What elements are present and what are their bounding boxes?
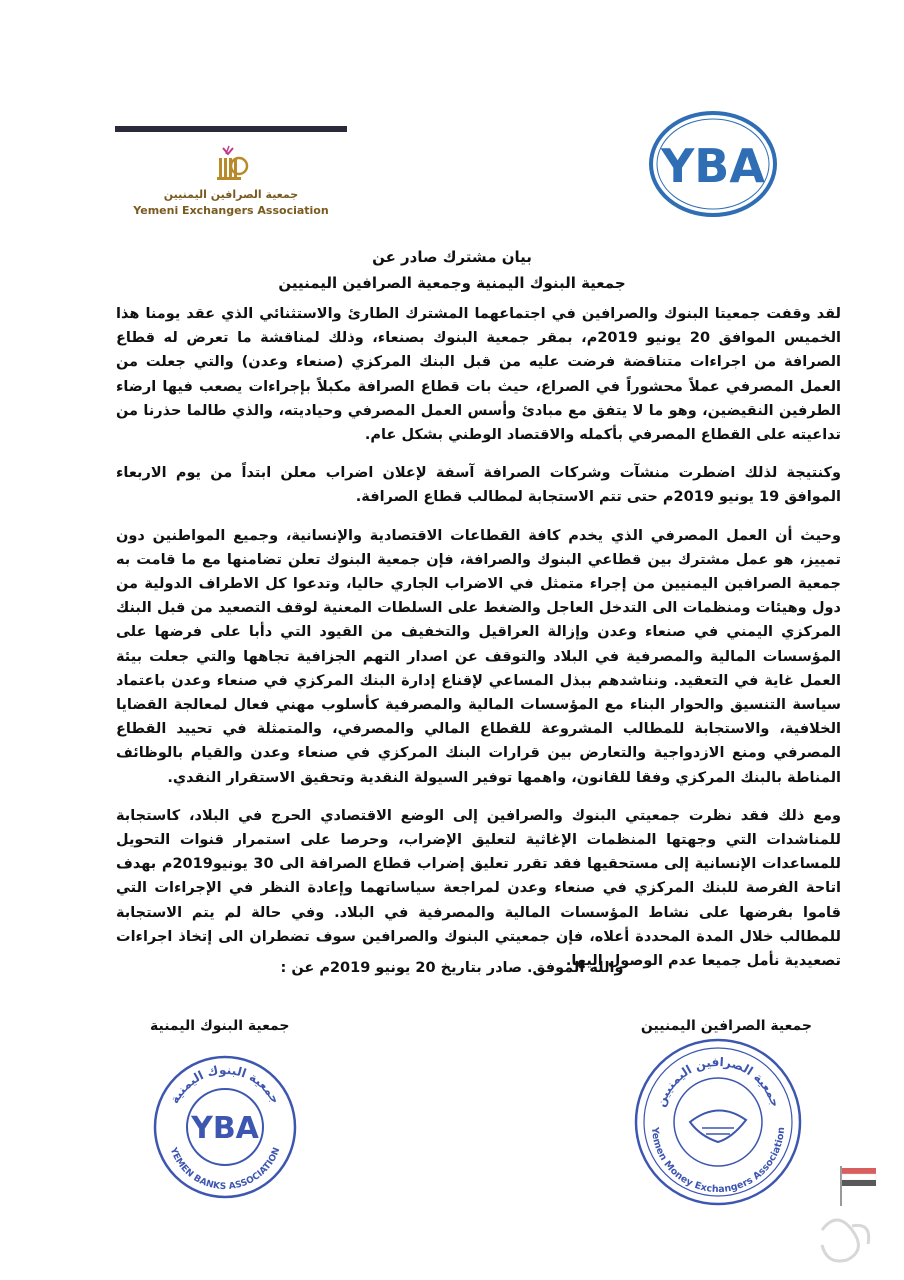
banks-association-logo (648, 110, 778, 218)
yba-logo-text: YBA (661, 139, 765, 193)
exchangers-association-logo (115, 126, 347, 228)
svg-text:Yemen Money Exchangers Associa (649, 1126, 787, 1195)
body-paragraph: لقد وقفت جمعيتا البنوك والصرافين في اجتماعهما المشترك الطارئ والاستثنائي الذي عقد يومنا هذا الخميس الموافق 20 يونيو 2019م، بمقر جمعية البنوك بصنعاء، وذلك لمناقشة ما تعرض له قطاع الصرافة من اجراءات متناقضة فرضت عليه من قبل البنك المركزي (صنعاء وعدن) والتي جعلت من العمل المصرفي عملاً محشوراً في الصراع، حيث بات قطاع الصرافة مكبلاً بإجراءات يصعب فيها ارضاء الطرفين النقيضين، وهو ما لا يتفق مع مبادئ وأسس العمل المصرفي وحياديته، والذي طالما حذرنا من تداعيته على القطاع المصرفي بأكمله والاقتصاد الوطني بشكل عام. (116, 306, 841, 444)
statement-heading (150, 244, 754, 296)
body-paragraph: ومع ذلك فقد نظرت جمعيتي البنوك والصرافين إلى الوضع الاقتصادي الحرج في البلاد، كاستجابة للمناشدات التي وجهتها المنظمات الإغاثية لتعليق الإضراب، وحرصا على استمرار قنوات التحويل للمساعدات الإنسانية إلى مستحقيها فقد تقرر تعليق إضراب قطاع الصرافة الى 30 يونيو2019م بهدف اتاحة الفرصة للبنك المركزي في صنعاء وعدن لمراجعة سياساتهما وإعادة النظر في الإجراءات التي قاموا بفرضها على نشاط المؤسسات المالية والمصرفية في البلاد. وفي حالة لم يتم الاستجابة للمطالب خلال المدة المحددة أعلاه، فإن جمعيتي البنوك والصرافين سوف تضطران الى إتخاذ اجراءات تصعيدية نأمل جميعا عدم الوصول اليها. (116, 807, 842, 970)
exchangers-stamp-ring-english: Yemen Money Exchangers Association (648, 1126, 788, 1196)
heading-line-2: جمعية البنوك اليمنية وجمعية الصرافين اليمنيين (278, 274, 626, 292)
closing-line: والله الموفق. صادر بتاريخ 20 يونيو 2019م عن : (280, 960, 624, 976)
banks-stamp-center: YBA (191, 1111, 259, 1146)
flag-watermark-icon (812, 1160, 882, 1270)
banks-stamp-ring-arabic: جمعية البنوك اليمنية (167, 1062, 283, 1106)
exchangers-stamp-emblem-icon (690, 1110, 746, 1142)
signature-label-exchangers: جمعية الصرافين اليمنيين (640, 1018, 812, 1034)
signature-label-banks: جمعية البنوك اليمنية (150, 1018, 290, 1034)
heading-line-1: بيان مشترك صادر عن (372, 248, 532, 266)
body-paragraph: وكنتيجة لذلك اضطرت منشآت وشركات الصرافة آسفة لإعلان اضراب معلن ابتداً من يوم الاربعاء الموافق 19 يونيو 2019م حتى تتم الاستجابة لمطالب قطاع الصرافة. (116, 465, 841, 506)
exchangers-emblem-icon (215, 144, 249, 184)
banks-stamp (150, 1052, 300, 1202)
exchangers-logo-english: Yemeni Exchangers Association (133, 204, 329, 217)
statement-body (116, 302, 841, 987)
exchangers-stamp-ring-arabic: جمعية الصرافين اليمنيين (653, 1054, 783, 1109)
exchangers-stamp (632, 1036, 804, 1208)
banks-stamp-ring-english: YEMEN BANKS ASSOCIATION (167, 1146, 283, 1193)
exchangers-logo-arabic: جمعية الصرافين اليمنيين (163, 188, 299, 201)
body-paragraph: وحيث أن العمل المصرفي الذي يخدم كافة القطاعات الاقتصادية والإنسانية، وجميع المواطنين دون تمييز، هو عمل مشترك بين قطاعي البنوك والصرافة، فإن جمعية البنوك تعلن تضامنها مع ما قامت به جمعية الصرافين اليمنيين من إجراء متمثل في الاضراب الجاري حاليا، وتدعوا كل الاطراف الدولية من دول وهيئات ومنظمات الى التدخل العاجل والضغط على السلطات المعنية لوقف التصعيد من قبل البنك المركزي اليمني في صنعاء وعدن وإزالة العراقيل والتخفيف من القيود التي دأبا على فرضها على المؤسسات المالية والمصرفية في البلاد والتوقف عن اصدار التهم الجزافية تجاهها والتي جعلت بيئة العمل غاية في التعقيد. ونناشدهم ببذل المساعي لإقناع إدارة البنك المركزي في صنعاء وعدن باعتماد سياسة التنسيق والحوار البناء مع المؤسسات المالية والمصرفية كأسلوب مهني فعال لمعالجة القضايا الخلافية، والاستجابة للمطالب المشروعة للقطاع المالي والمصرفي، والمتمثلة في تحييد القطاع المصرفي ومنع الازدواجية والتعارض بين قرارات البنك المركزي في صنعاء وعدن والقيام بالوظائف المناطة بالبنك المركزي وفقا للقانون، واهمها توفير السيولة النقدية وتحقيق الاستقرار النقدي. (116, 527, 841, 786)
